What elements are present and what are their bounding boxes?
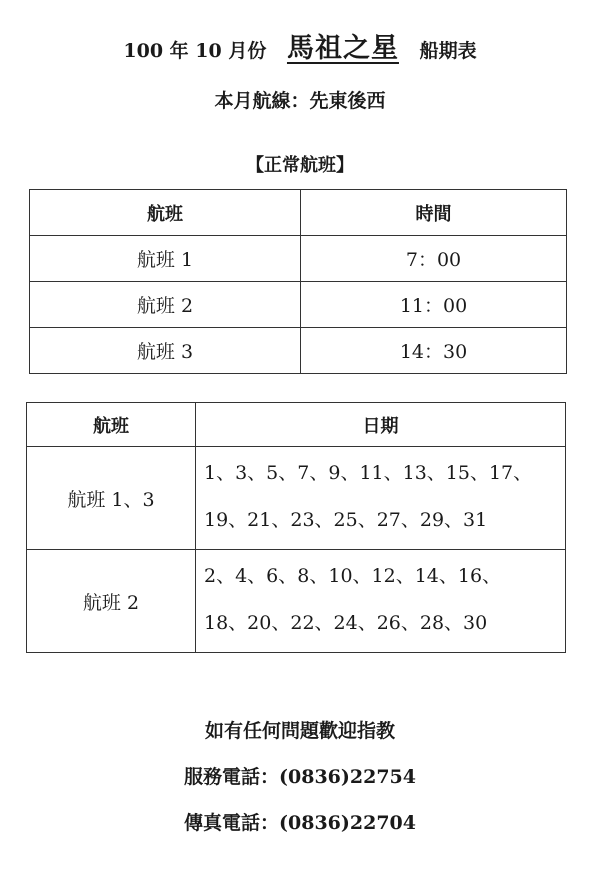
dates-line: 1、3、5、7、9、11、13、15、17、	[204, 462, 533, 484]
title-suffix: 船期表	[419, 40, 477, 62]
flight-cell: 航班 3	[30, 328, 301, 374]
time-cell: 14：30	[301, 328, 567, 374]
dates-line: 2、4、6、8、10、12、14、16、	[204, 565, 502, 587]
schedule-table	[29, 189, 567, 374]
header-flight: 航班	[27, 403, 196, 447]
time-cell: 11：00	[301, 282, 567, 328]
table-row	[27, 447, 566, 550]
dates-line: 19、21、23、25、27、29、31	[204, 509, 488, 531]
flight-cell: 航班 1	[30, 236, 301, 282]
dates-cell	[196, 550, 566, 653]
table-header-row	[27, 403, 566, 447]
table-header-row	[30, 190, 567, 236]
table-row	[30, 282, 567, 328]
section-heading: 【正常航班】	[246, 155, 354, 176]
header-date: 日期	[196, 403, 566, 447]
flight-cell: 航班 1、3	[27, 447, 196, 550]
page-title	[0, 26, 600, 65]
service-phone: 服務電話：(0836)22754	[184, 766, 416, 788]
flight-cell: 航班 2	[27, 550, 196, 653]
dates-line: 18、20、22、24、26、28、30	[204, 612, 488, 634]
table-row	[30, 328, 567, 374]
time-cell: 7：00	[301, 236, 567, 282]
header-time: 時間	[301, 190, 567, 236]
flight-cell: 航班 2	[30, 282, 301, 328]
ship-name: 馬祖之星	[286, 33, 399, 64]
welcome-text: 如有任何問題歡迎指教	[204, 720, 395, 742]
date-table	[26, 402, 566, 653]
dates-cell	[196, 447, 566, 550]
route-text: 本月航線：先東後西	[214, 90, 386, 112]
table-row	[27, 550, 566, 653]
table-row	[30, 236, 567, 282]
header-flight: 航班	[30, 190, 301, 236]
fax-number: 傳真電話：(0836)22704	[184, 812, 416, 834]
title-prefix: 100 年 10 月份	[123, 40, 267, 62]
